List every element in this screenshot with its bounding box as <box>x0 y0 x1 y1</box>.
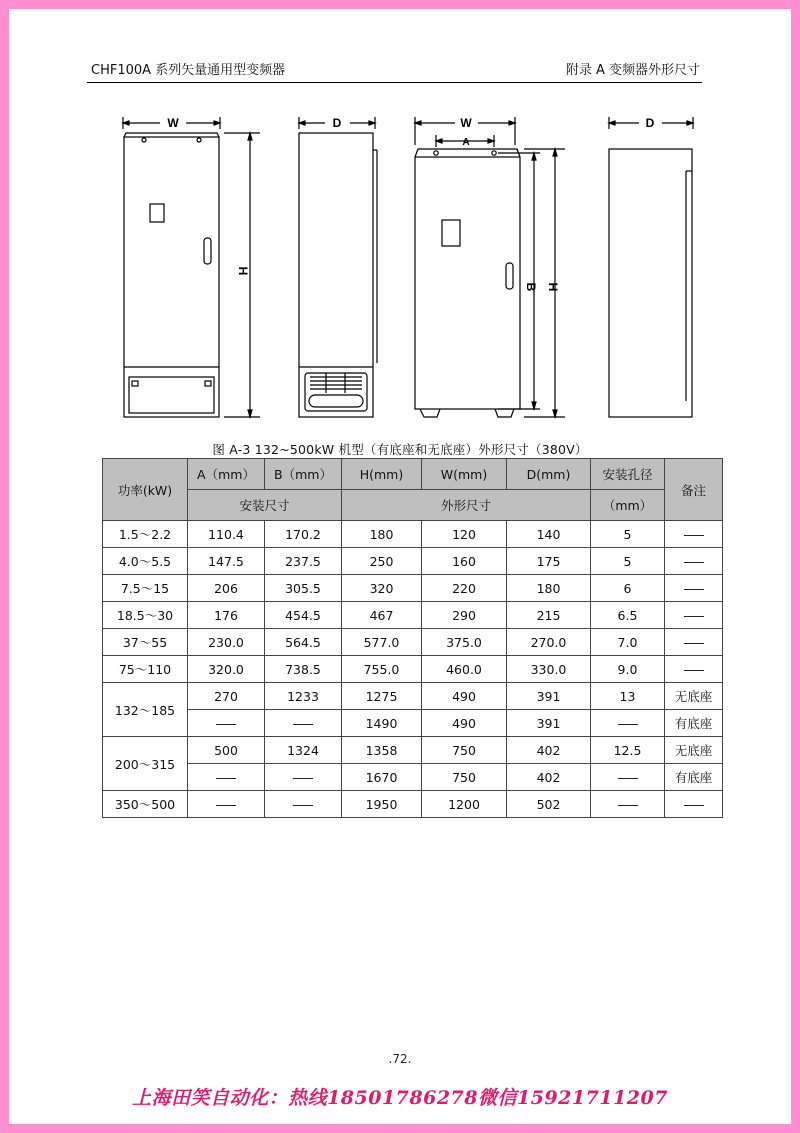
label-h-2: H <box>546 282 560 292</box>
label-w-1: W <box>167 116 179 130</box>
header-b: B（mm） <box>265 459 342 490</box>
header-a: A（mm） <box>188 459 265 490</box>
table-row: 7.5～15 206 305.5 320 220 180 6 <box>103 575 723 602</box>
page-number: .72. <box>388 1052 412 1066</box>
header-note: 备注 <box>665 459 723 521</box>
label-d-2: D <box>645 116 655 130</box>
header-right-title: 附录 A 变频器外形尺寸 <box>565 63 700 78</box>
label-w-2: W <box>460 116 472 130</box>
header-h: H(mm) <box>342 459 422 490</box>
label-a: A <box>462 137 470 148</box>
header-hole-unit: （mm） <box>591 490 665 521</box>
table-row: 200～315 500 1324 1358 750 402 12.5 无底座 <box>103 737 723 764</box>
table-row: 350～500 1950 1200 502 <box>103 791 723 818</box>
label-b: B <box>524 282 538 292</box>
table-row: 1670 750 402 有底座 <box>103 764 723 791</box>
label-h-1: H <box>236 266 250 276</box>
table-row: 75～110 320.0 738.5 755.0 460.0 330.0 9.0 <box>103 656 723 683</box>
table-row: 1490 490 391 有底座 <box>103 710 723 737</box>
header-hole: 安装孔径 <box>591 459 665 490</box>
contact-banner: 上海田笑自动化：热线18501786278微信15921711207 <box>132 1087 668 1109</box>
note-no-base: 无底座 <box>665 737 723 764</box>
header-w: W(mm) <box>422 459 507 490</box>
table-row: 4.0～5.5 147.5 237.5 250 160 175 5 <box>103 548 723 575</box>
table-row: 1.5～2.2 110.4 170.2 180 120 140 5 <box>103 521 723 548</box>
note-with-base: 有底座 <box>665 764 723 791</box>
note-with-base: 有底座 <box>665 710 723 737</box>
table-row: 37～55 230.0 564.5 577.0 375.0 270.0 7.0 <box>103 629 723 656</box>
cabinet-outline-drawings <box>100 105 700 430</box>
header-d: D(mm) <box>507 459 591 490</box>
figure-caption: 图 A-3 132~500kW 机型（有底座和无底座）外形尺寸（380V） <box>212 442 588 457</box>
header-power: 功率(kW) <box>103 459 188 521</box>
table-row: 18.5～30 176 454.5 467 290 215 6.5 <box>103 602 723 629</box>
group-install: 安装尺寸 <box>188 490 342 521</box>
table-row: 132～185 270 1233 1275 490 391 13 无底座 <box>103 683 723 710</box>
page-header <box>87 54 702 83</box>
header-left-title: CHF100A 系列矢量通用型变频器 <box>91 63 286 78</box>
note-no-base: 无底座 <box>665 683 723 710</box>
dimension-table <box>102 458 723 818</box>
label-d-1: D <box>332 116 342 130</box>
group-outer: 外形尺寸 <box>342 490 591 521</box>
